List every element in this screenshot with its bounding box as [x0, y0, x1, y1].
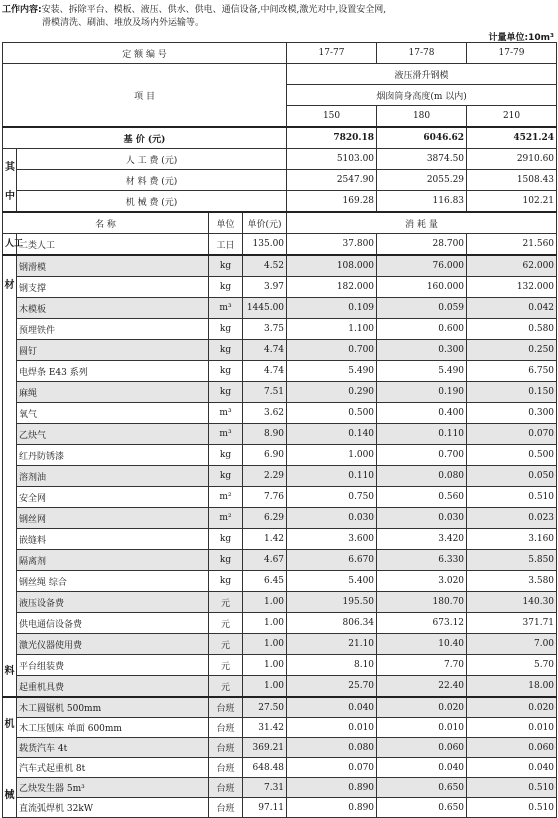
- material-value: 0.050: [467, 466, 557, 487]
- labor-price: 135.00: [243, 234, 287, 256]
- machine-price: 31.42: [243, 718, 287, 738]
- breakdown-name: 人 工 费 (元): [17, 149, 287, 170]
- material-value: 0.300: [467, 403, 557, 424]
- material-price: 1.00: [243, 634, 287, 655]
- material-name: 钢滑模: [17, 255, 209, 277]
- col-price-header: 单价(元): [243, 212, 287, 234]
- material-value: 180.70: [377, 592, 467, 613]
- material-value: 3.580: [467, 571, 557, 592]
- height-label: 烟囱筒身高度(m 以内): [287, 85, 557, 106]
- material-row: [3, 445, 557, 466]
- material-value: 0.080: [377, 466, 467, 487]
- machine-unit: 台班: [209, 697, 243, 718]
- material-row: [3, 655, 557, 676]
- machine-value: 0.040: [377, 758, 467, 778]
- material-price: 4.67: [243, 550, 287, 571]
- material-row: [3, 571, 557, 592]
- height-3: 210: [467, 106, 557, 128]
- work-content-label: 工作内容:: [2, 5, 42, 15]
- material-value: 7.70: [377, 655, 467, 676]
- material-price: 8.90: [243, 424, 287, 445]
- material-row: [3, 424, 557, 445]
- material-value: 132.000: [467, 277, 557, 298]
- material-price: 7.51: [243, 382, 287, 403]
- material-price: 4.74: [243, 340, 287, 361]
- height-2: 180: [377, 106, 467, 128]
- material-price: 3.75: [243, 319, 287, 340]
- material-unit: kg: [209, 319, 243, 340]
- material-value: 0.059: [377, 298, 467, 319]
- material-name: 溶剂油: [17, 466, 209, 487]
- material-unit: kg: [209, 277, 243, 298]
- machine-value: 0.070: [287, 758, 377, 778]
- machine-unit: 台班: [209, 738, 243, 758]
- machine-row: [3, 758, 557, 778]
- quota-number-label: 定 额 编 号: [3, 43, 287, 64]
- material-value: 21.10: [287, 634, 377, 655]
- material-value: 0.700: [287, 340, 377, 361]
- machine-price: 648.48: [243, 758, 287, 778]
- machine-name: 乙炔发生器 5m³: [17, 778, 209, 798]
- material-unit: 元: [209, 613, 243, 634]
- material-value: 0.110: [377, 424, 467, 445]
- breakdown-value: 2055.29: [377, 170, 467, 191]
- breakdown-value: 2547.90: [287, 170, 377, 191]
- material-value: 3.420: [377, 529, 467, 550]
- quota-number-row: [3, 43, 557, 64]
- material-value: 3.020: [377, 571, 467, 592]
- material-value: 0.500: [467, 445, 557, 466]
- material-value: 6.750: [467, 361, 557, 382]
- machine-price: 97.11: [243, 798, 287, 818]
- material-row: [3, 613, 557, 634]
- machine-value: 0.010: [467, 718, 557, 738]
- material-value: 140.30: [467, 592, 557, 613]
- breakdown-value: 3874.50: [377, 149, 467, 170]
- material-price: 2.29: [243, 466, 287, 487]
- base-price-2: 6046.62: [377, 127, 467, 149]
- machine-price: 27.50: [243, 697, 287, 718]
- machine-price: 7.31: [243, 778, 287, 798]
- breakdown-side-label: 其 中: [3, 149, 17, 213]
- material-value: 195.50: [287, 592, 377, 613]
- machine-value: 0.060: [377, 738, 467, 758]
- material-unit: m³: [209, 298, 243, 319]
- quota-table: [2, 42, 557, 818]
- work-content: [2, 4, 554, 30]
- material-name: 红丹防锈漆: [17, 445, 209, 466]
- measurement-unit: 计量单位:10m³: [488, 33, 554, 43]
- material-row: [3, 676, 557, 698]
- material-price: 6.29: [243, 508, 287, 529]
- material-name: 钢支撑: [17, 277, 209, 298]
- material-unit: m²: [209, 508, 243, 529]
- material-value: 76.000: [377, 255, 467, 277]
- breakdown-value: 5103.00: [287, 149, 377, 170]
- material-value: 371.71: [467, 613, 557, 634]
- material-value: 0.290: [287, 382, 377, 403]
- machine-name: 载货汽车 4t: [17, 738, 209, 758]
- material-value: 0.500: [287, 403, 377, 424]
- material-price: 4.52: [243, 255, 287, 277]
- machine-name: 木工压刨床 单面 600mm: [17, 718, 209, 738]
- material-name: 供电通信设备费: [17, 613, 209, 634]
- base-price-label: 基 价 (元): [3, 127, 287, 149]
- machine-value: 0.010: [287, 718, 377, 738]
- breakdown-name: 机 械 费 (元): [17, 191, 287, 213]
- material-name: 木模板: [17, 298, 209, 319]
- material-row: [3, 634, 557, 655]
- machine-value: 0.020: [377, 697, 467, 718]
- material-name: 钢丝绳 综合: [17, 571, 209, 592]
- machine-value: 0.010: [377, 718, 467, 738]
- material-row: [3, 277, 557, 298]
- breakdown-value: 116.83: [377, 191, 467, 213]
- material-price: 3.97: [243, 277, 287, 298]
- machine-value: 0.080: [287, 738, 377, 758]
- material-row: [3, 508, 557, 529]
- material-value: 182.000: [287, 277, 377, 298]
- material-name: 预埋铁件: [17, 319, 209, 340]
- col-unit-header: 单位: [209, 212, 243, 234]
- material-value: 1.000: [287, 445, 377, 466]
- machine-name: 直流弧焊机 32kW: [17, 798, 209, 818]
- material-unit: 元: [209, 655, 243, 676]
- labor-side-label: 人工: [3, 234, 17, 256]
- breakdown-name: 材 料 费 (元): [17, 170, 287, 191]
- material-unit: 元: [209, 634, 243, 655]
- machine-row: [3, 778, 557, 798]
- material-unit: m³: [209, 424, 243, 445]
- material-row: [3, 466, 557, 487]
- material-name: 电焊条 E43 系列: [17, 361, 209, 382]
- material-name: 嵌缝料: [17, 529, 209, 550]
- material-value: 0.400: [377, 403, 467, 424]
- material-name: 安全网: [17, 487, 209, 508]
- material-unit: m³: [209, 403, 243, 424]
- material-price: 6.90: [243, 445, 287, 466]
- machine-value: 0.510: [467, 778, 557, 798]
- material-value: 0.150: [467, 382, 557, 403]
- material-value: 0.600: [377, 319, 467, 340]
- material-value: 0.042: [467, 298, 557, 319]
- material-price: 1.00: [243, 613, 287, 634]
- machine-row: [3, 738, 557, 758]
- material-price: 7.76: [243, 487, 287, 508]
- material-value: 160.000: [377, 277, 467, 298]
- material-value: 0.070: [467, 424, 557, 445]
- material-row: [3, 298, 557, 319]
- material-row: [3, 361, 557, 382]
- machine-value: 0.890: [287, 798, 377, 818]
- machine-price: 369.21: [243, 738, 287, 758]
- material-value: 0.140: [287, 424, 377, 445]
- material-value: 0.109: [287, 298, 377, 319]
- material-unit: kg: [209, 529, 243, 550]
- material-name: 起重机具费: [17, 676, 209, 698]
- labor-value: 28.700: [377, 234, 467, 256]
- material-value: 3.160: [467, 529, 557, 550]
- material-unit: kg: [209, 255, 243, 277]
- material-name: 氧气: [17, 403, 209, 424]
- material-value: 25.70: [287, 676, 377, 698]
- material-row: [3, 340, 557, 361]
- machine-unit: 台班: [209, 798, 243, 818]
- material-value: 0.030: [287, 508, 377, 529]
- material-row: [3, 319, 557, 340]
- breakdown-value: 1508.43: [467, 170, 557, 191]
- material-price: 1.00: [243, 592, 287, 613]
- item-label: 项 目: [3, 64, 287, 128]
- labor-unit: 工日: [209, 234, 243, 256]
- code-1: 17-77: [287, 43, 377, 64]
- material-value: 5.400: [287, 571, 377, 592]
- material-value: 5.70: [467, 655, 557, 676]
- material-value: 0.510: [467, 487, 557, 508]
- code-3: 17-79: [467, 43, 557, 64]
- material-price: 1445.00: [243, 298, 287, 319]
- breakdown-value: 102.21: [467, 191, 557, 213]
- material-value: 6.330: [377, 550, 467, 571]
- material-price: 6.45: [243, 571, 287, 592]
- material-unit: kg: [209, 445, 243, 466]
- material-value: 0.700: [377, 445, 467, 466]
- material-price: 1.00: [243, 676, 287, 698]
- machine-side-label: 机 械: [3, 697, 17, 818]
- material-value: 5.490: [287, 361, 377, 382]
- material-value: 6.670: [287, 550, 377, 571]
- material-name: 激光仪器使用费: [17, 634, 209, 655]
- material-unit: 元: [209, 592, 243, 613]
- machine-unit: 台班: [209, 718, 243, 738]
- column-header-row: [3, 212, 557, 234]
- work-content-line1: 安装、拆除平台、模板、液压、供水、供电、通信设备,中间改模,激光对中,设置安全网,: [41, 5, 387, 15]
- material-name: 圆钉: [17, 340, 209, 361]
- material-unit: 元: [209, 676, 243, 698]
- machine-value: 0.890: [287, 778, 377, 798]
- material-value: 5.490: [377, 361, 467, 382]
- material-value: 22.40: [377, 676, 467, 698]
- labor-value: 21.560: [467, 234, 557, 256]
- machine-value: 0.020: [467, 697, 557, 718]
- material-value: 7.00: [467, 634, 557, 655]
- material-value: 0.110: [287, 466, 377, 487]
- material-name: 平台组装费: [17, 655, 209, 676]
- material-row: [3, 550, 557, 571]
- material-value: 10.40: [377, 634, 467, 655]
- machine-value: 0.650: [377, 798, 467, 818]
- material-value: 0.750: [287, 487, 377, 508]
- material-name: 乙炔气: [17, 424, 209, 445]
- material-value: 5.850: [467, 550, 557, 571]
- work-content-line2: 滑模清洗、刷油、堆放及场内外运输等。: [42, 18, 205, 28]
- material-price: 1.42: [243, 529, 287, 550]
- material-name: 隔离剂: [17, 550, 209, 571]
- machine-name: 木工圆锯机 500mm: [17, 697, 209, 718]
- labor-value: 37.800: [287, 234, 377, 256]
- material-name: 液压设备费: [17, 592, 209, 613]
- material-value: 0.560: [377, 487, 467, 508]
- col-name-header: 名 称: [3, 212, 209, 234]
- machine-row: [3, 697, 557, 718]
- machine-row: [3, 798, 557, 818]
- material-unit: m²: [209, 487, 243, 508]
- material-name: 麻绳: [17, 382, 209, 403]
- machine-name: 汽车式起重机 8t: [17, 758, 209, 778]
- material-unit: kg: [209, 571, 243, 592]
- material-row: [3, 592, 557, 613]
- material-value: 0.190: [377, 382, 467, 403]
- material-name: 钢丝网: [17, 508, 209, 529]
- material-unit: kg: [209, 382, 243, 403]
- code-2: 17-78: [377, 43, 467, 64]
- material-price: 4.74: [243, 361, 287, 382]
- machine-value: 0.040: [287, 697, 377, 718]
- material-side-label: 材 料: [3, 255, 17, 697]
- base-price-3: 4521.24: [467, 127, 557, 149]
- height-1: 150: [287, 106, 377, 128]
- material-row: [3, 403, 557, 424]
- material-unit: kg: [209, 361, 243, 382]
- material-value: 18.00: [467, 676, 557, 698]
- material-row: [3, 382, 557, 403]
- material-unit: kg: [209, 340, 243, 361]
- breakdown-value: 2910.60: [467, 149, 557, 170]
- material-unit: kg: [209, 550, 243, 571]
- material-value: 806.34: [287, 613, 377, 634]
- material-value: 62.000: [467, 255, 557, 277]
- material-price: 1.00: [243, 655, 287, 676]
- material-row: [3, 529, 557, 550]
- material-value: 8.10: [287, 655, 377, 676]
- material-value: 0.580: [467, 319, 557, 340]
- breakdown-value: 169.28: [287, 191, 377, 213]
- type-label: 液压滑升钢模: [287, 64, 557, 85]
- machine-row: [3, 718, 557, 738]
- material-row: [3, 255, 557, 277]
- material-value: 0.030: [377, 508, 467, 529]
- labor-row: [3, 234, 557, 256]
- machine-unit: 台班: [209, 758, 243, 778]
- material-unit: kg: [209, 466, 243, 487]
- col-consumption-header: 消 耗 量: [287, 212, 557, 234]
- machine-value: 0.650: [377, 778, 467, 798]
- machine-value: 0.060: [467, 738, 557, 758]
- material-value: 0.300: [377, 340, 467, 361]
- machine-unit: 台班: [209, 778, 243, 798]
- machine-value: 0.510: [467, 798, 557, 818]
- material-value: 108.000: [287, 255, 377, 277]
- material-value: 0.023: [467, 508, 557, 529]
- base-price-row: [3, 127, 557, 149]
- material-row: [3, 487, 557, 508]
- material-value: 0.250: [467, 340, 557, 361]
- material-value: 673.12: [377, 613, 467, 634]
- material-value: 3.600: [287, 529, 377, 550]
- material-value: 1.100: [287, 319, 377, 340]
- material-price: 3.62: [243, 403, 287, 424]
- machine-value: 0.040: [467, 758, 557, 778]
- labor-name: 二类人工: [17, 234, 209, 256]
- base-price-1: 7820.18: [287, 127, 377, 149]
